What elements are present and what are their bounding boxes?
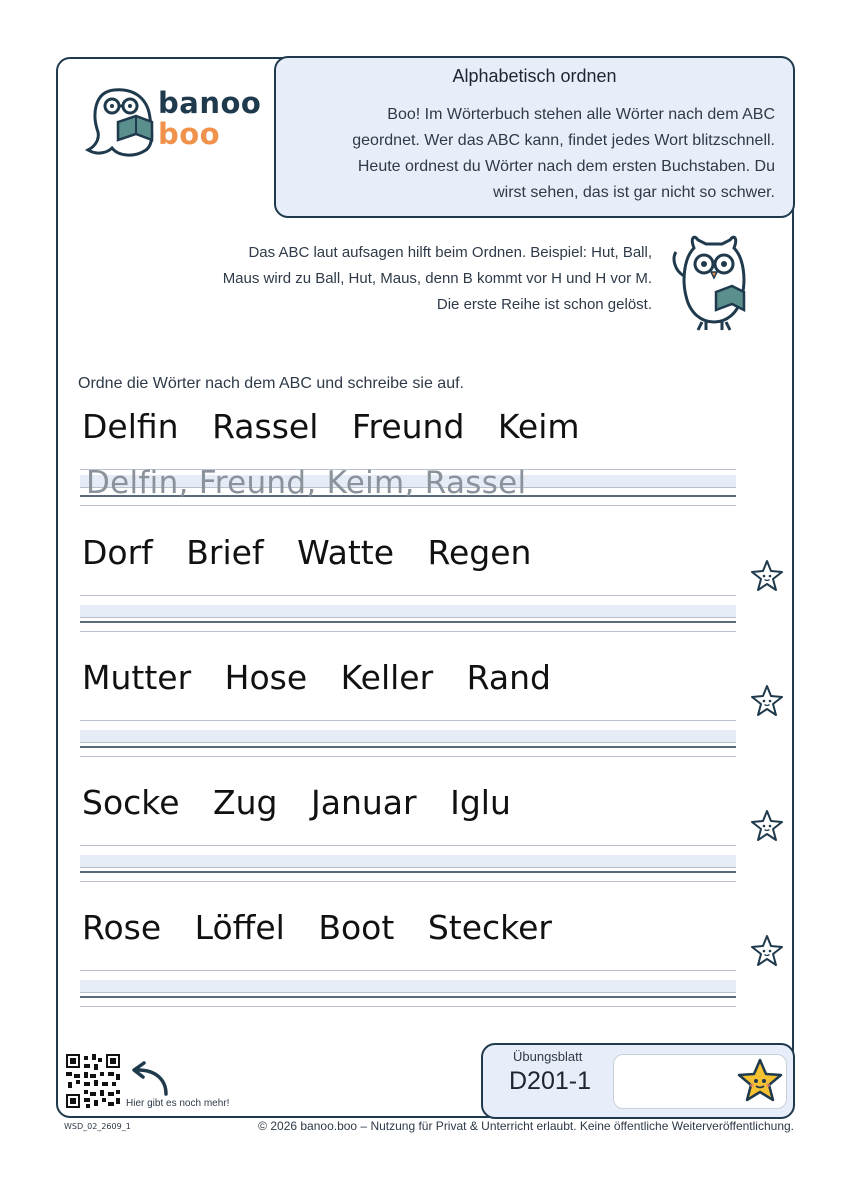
star-face-icon[interactable] <box>750 559 784 593</box>
intro-line: Boo! Im Wörterbuch stehen alle Wörter nach dem ABC <box>387 106 775 123</box>
word: Keller <box>340 658 434 697</box>
word: Hose <box>224 658 308 697</box>
writing-lines[interactable] <box>80 595 736 635</box>
word: Socke <box>82 783 180 822</box>
exercise-row <box>80 533 780 653</box>
exercise-row <box>80 658 780 778</box>
word: Watte <box>297 533 395 572</box>
writing-lines[interactable] <box>80 720 736 760</box>
intro-line: Heute ordnest du Wörter nach dem ersten Buchstaben. Du <box>357 158 775 175</box>
star-face-icon[interactable] <box>750 809 784 843</box>
hint-text <box>132 240 652 318</box>
writing-lines[interactable] <box>80 845 736 885</box>
document-code: WSD_02_2609_1 <box>64 1122 131 1131</box>
word: Dorf <box>82 533 153 572</box>
hint-line: Die erste Reihe ist schon gelöst. <box>436 296 652 313</box>
intro-box <box>274 56 795 218</box>
qr-code-icon[interactable] <box>66 1054 120 1108</box>
word-list <box>82 533 554 572</box>
instruction: Ordne die Wörter nach dem ABC und schreibe sie auf. <box>78 375 464 392</box>
exercise-row <box>80 407 780 527</box>
example-answer: Delfin, Freund, Keim, Rassel <box>86 465 527 501</box>
writing-lines[interactable] <box>80 970 736 1010</box>
word: Zug <box>213 783 278 822</box>
hint-line: Maus wird zu Ball, Hut, Maus, denn B kommt vor H und H vor M. <box>222 270 652 287</box>
sheet-label: Übungsblatt <box>513 1049 583 1064</box>
word: Boot <box>318 908 395 947</box>
word: Regen <box>427 533 532 572</box>
word: Januar <box>311 783 417 822</box>
exercise-row <box>80 783 780 903</box>
copyright: © 2026 banoo.boo – Nutzung für Privat & Unterricht erlaubt. Keine öffentliche Weiterveröffentlichung. <box>258 1119 794 1133</box>
hint-line: Das ABC laut aufsagen hilft beim Ordnen. Beispiel: Hut, Ball, <box>248 244 652 261</box>
word: Rassel <box>212 407 319 446</box>
word-list <box>82 783 534 822</box>
curved-arrow-icon <box>126 1060 176 1098</box>
star-face-icon[interactable] <box>750 934 784 968</box>
brand-line-1: banoo <box>158 86 262 120</box>
star-face-icon[interactable] <box>750 684 784 718</box>
word: Stecker <box>427 908 552 947</box>
word: Delfin <box>82 407 179 446</box>
word: Löffel <box>194 908 285 947</box>
sheet-code: D201-1 <box>509 1067 591 1095</box>
owl-reading-icon <box>664 230 764 334</box>
worksheet-title: Alphabetisch ordnen <box>452 66 617 86</box>
word: Iglu <box>450 783 511 822</box>
word-list <box>82 407 603 446</box>
word: Freund <box>351 407 465 446</box>
exercise-row <box>80 908 780 1028</box>
word-list <box>82 908 575 947</box>
word-list <box>82 658 574 697</box>
gold-star-face-icon <box>735 1057 785 1107</box>
word: Keim <box>497 407 580 446</box>
brand-logo <box>158 88 261 150</box>
intro-line: wirst sehen, das ist gar nicht so schwer. <box>493 184 775 201</box>
word: Mutter <box>82 658 192 697</box>
word: Brief <box>186 533 264 572</box>
more-link[interactable]: Hier gibt es noch mehr! <box>126 1098 230 1109</box>
intro-text <box>305 102 775 206</box>
sheet-id-box <box>481 1043 795 1119</box>
brand-line-2: boo <box>158 117 221 151</box>
intro-line: geordnet. Wer das ABC kann, findet jedes Wort blitzschnell. <box>352 132 775 149</box>
word: Rose <box>82 908 162 947</box>
word: Rand <box>466 658 551 697</box>
